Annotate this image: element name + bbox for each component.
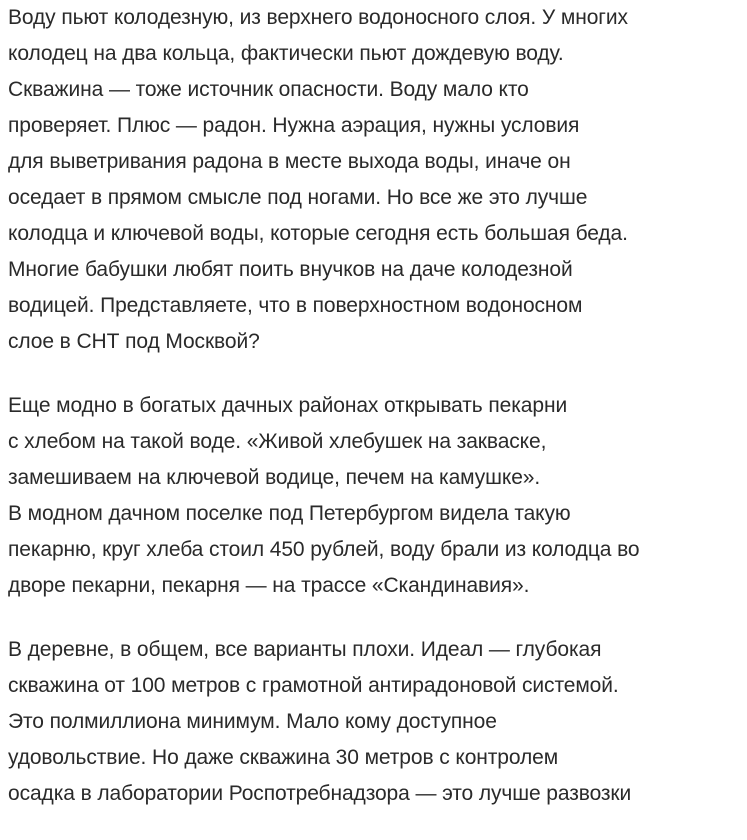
text-line: дворе пекарни, пекарня — на трассе «Скандинавия». bbox=[8, 574, 530, 597]
article-body bbox=[8, 0, 747, 840]
text-line: Воду пьют колодезную, из верхнего водоносного слоя. У многих bbox=[8, 6, 628, 29]
text-line: водицей. Представляете, что в поверхностном водоносном bbox=[8, 294, 583, 317]
text-line: скважина от 100 метров с грамотной антирадоновой системой. bbox=[8, 674, 619, 697]
text-line: Еще модно в богатых дачных районах открывать пекарни bbox=[8, 394, 568, 417]
text-line: для выветривания радона в месте выхода воды, иначе он bbox=[8, 150, 571, 173]
text-line: колодца и ключевой воды, которые сегодня есть большая беда. bbox=[8, 222, 628, 245]
text-line: с хлебом на такой воде. «Живой хлебушек на закваске, bbox=[8, 430, 547, 453]
text-line: Многие бабушки любят поить внучков на даче колодезной bbox=[8, 258, 573, 281]
paragraph-1 bbox=[8, 0, 747, 360]
text-line: оседает в прямом смысле под ногами. Но все же это лучше bbox=[8, 186, 588, 209]
text-line: колодец на два кольца, фактически пьют дождевую воду. bbox=[8, 42, 564, 65]
text-line: пекарню, круг хлеба стоил 450 рублей, воду брали из колодца во bbox=[8, 538, 640, 561]
text-line: замешиваем на ключевой водице, печем на камушке». bbox=[8, 466, 541, 489]
text-line: проверяет. Плюс — радон. Нужна аэрация, нужны условия bbox=[8, 114, 580, 137]
text-line: В модном дачном поселке под Петербургом видела такую bbox=[8, 502, 571, 525]
paragraph-3 bbox=[8, 632, 747, 812]
text-line: Это полмиллиона минимум. Мало кому доступное bbox=[8, 710, 497, 733]
text-line: Скважина — тоже источник опасности. Воду мало кто bbox=[8, 78, 529, 101]
text-line: осадка в лаборатории Роспотребнадзора — это лучше развозки bbox=[8, 782, 632, 805]
text-line: удовольствие. Но даже скважина 30 метров с контролем bbox=[8, 746, 559, 769]
text-line: слое в СНТ под Москвой? bbox=[8, 330, 260, 353]
paragraph-2 bbox=[8, 388, 747, 604]
text-line: В деревне, в общем, все варианты плохи. Идеал — глубокая bbox=[8, 638, 602, 661]
